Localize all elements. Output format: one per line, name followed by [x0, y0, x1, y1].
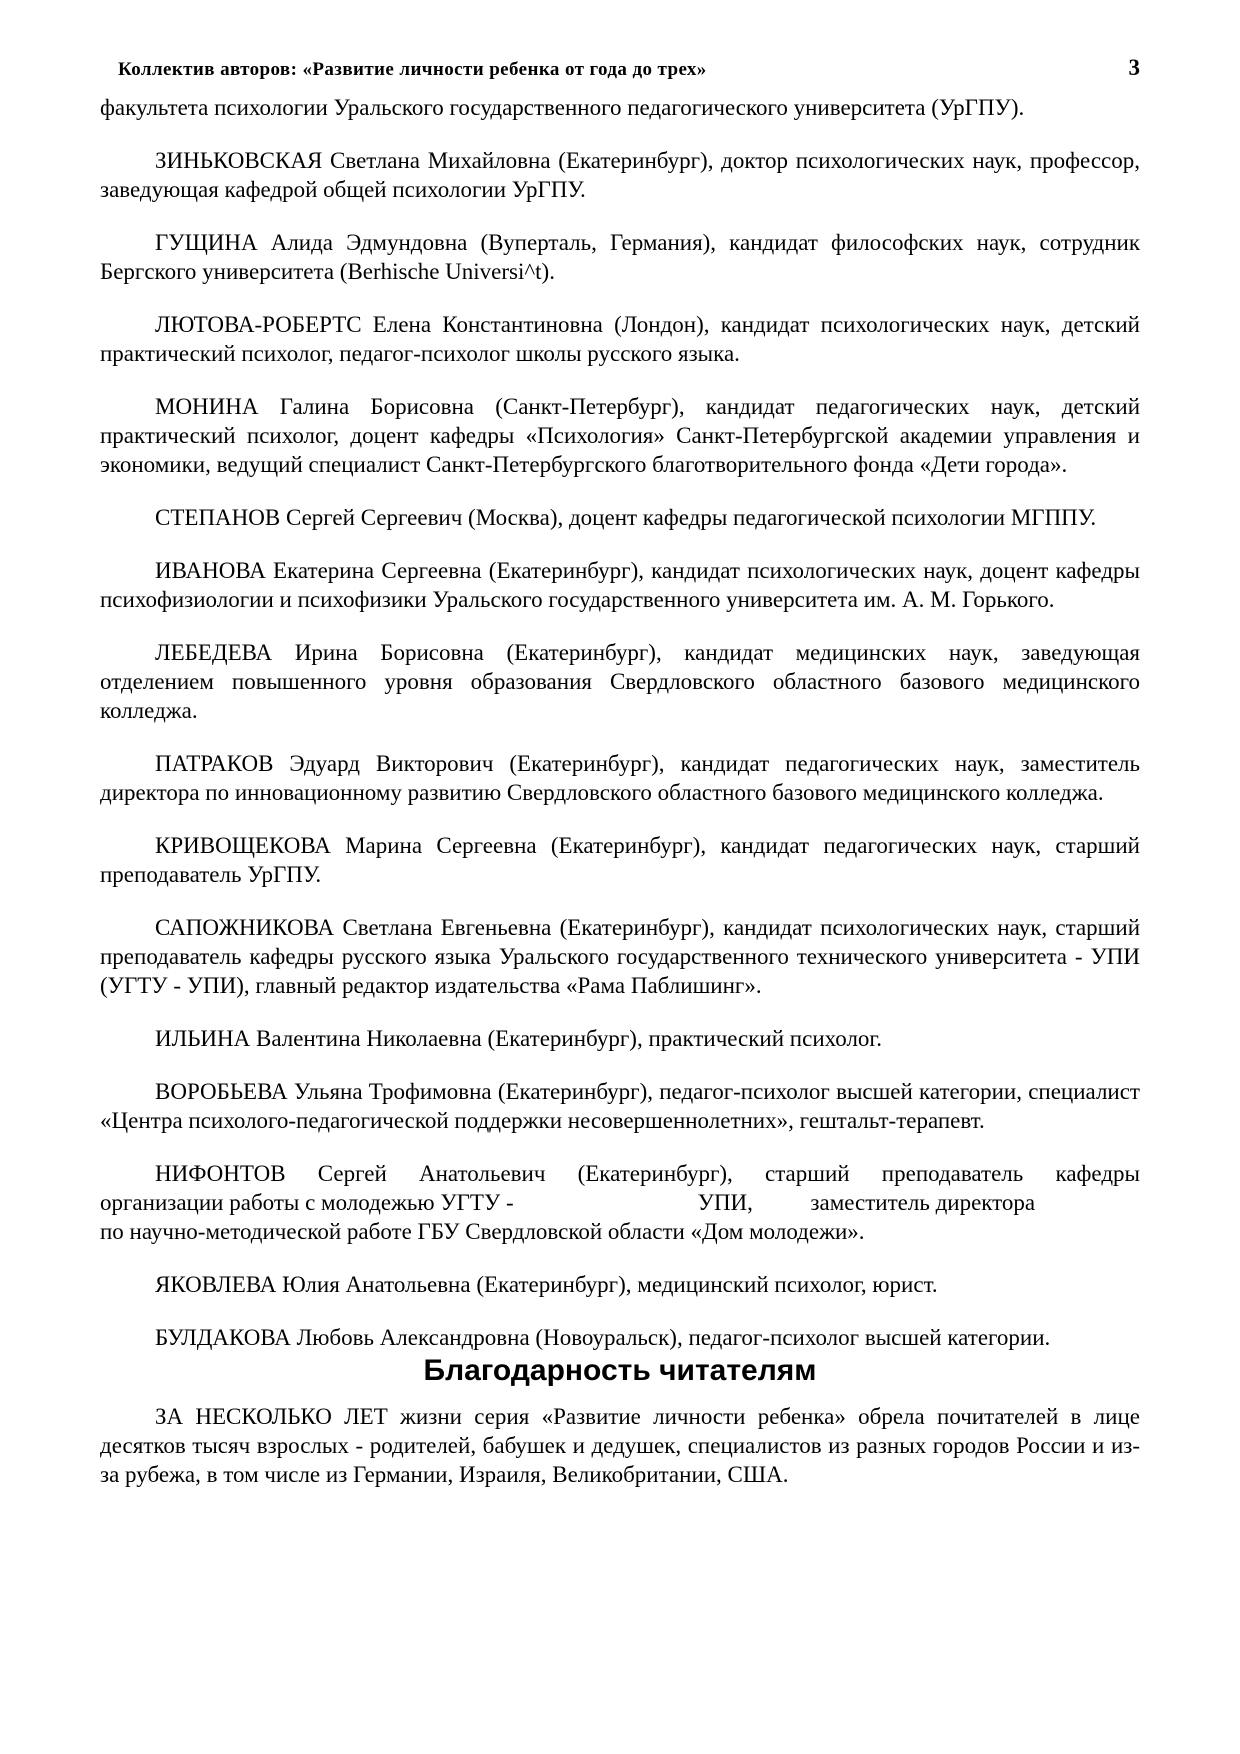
author-paragraph: ПАТРАКОВ Эдуард Викторович (Екатеринбург), кандидат педагогических наук, заместитель директора по инновационному развитию Свердловского областного базового медицинского колледжа. — [100, 751, 1140, 805]
authors-list — [100, 146, 1140, 1352]
author-paragraph: МОНИНА Галина Борисовна (Санкт-Петербург), кандидат педагогических наук, детский практический психолог, доцент кафедры «Психология» Санкт-Петербургской академии управления и экономики, ведущий специалист Санкт-Петербургского благотворительного фонда «Дети города». — [100, 394, 1140, 477]
closing-paragraph: ЗА НЕСКОЛЬКО ЛЕТ жизни серия «Развитие личности ребенка» обрела почитателей в лице десятков тысяч взрослых - родителей, бабушек и дедушек, специалистов из разных городов России и из-за рубежа, в том числе из Германии, Израиля, Великобритании, США. — [100, 1404, 1140, 1487]
author-paragraph: ЗИНЬКОВСКАЯ Светлана Михайловна (Екатеринбург), доктор психологических наук, профессор, заведующая кафедрой общей психологии УрГПУ. — [100, 148, 1140, 202]
section-heading: Благодарность читателям — [423, 1354, 817, 1387]
continuation-paragraph: факультета психологии Уральского государственного педагогического университета (УрГПУ). — [100, 95, 1025, 120]
author-paragraph-line: по научно-методической работе ГБУ Свердловской области «Дом молодежи». — [100, 1219, 865, 1244]
author-paragraph: СТЕПАНОВ Сергей Сергеевич (Москва), доцент кафедры педагогической психологии МГППУ. — [155, 505, 1097, 530]
author-paragraph: ЛЮТОВА-РОБЕРТС Елена Константиновна (Лондон), кандидат психологических наук, детский практический психолог, педагог-психолог школы русского языка. — [100, 312, 1140, 366]
author-paragraph: КРИВОЩЕКОВА Марина Сергеевна (Екатеринбург), кандидат педагогических наук, старший преподаватель УрГПУ. — [100, 833, 1140, 887]
author-paragraph: ЯКОВЛЕВА Юлия Анатольевна (Екатеринбург), медицинский психолог, юрист. — [155, 1272, 938, 1297]
author-paragraph-line: НИФОНТОВ Сергей Анатольевич (Екатеринбург), старший преподаватель кафедры — [155, 1161, 1140, 1186]
header-title: Коллектив авторов: «Развитие личности ребенка от года до трех» — [118, 59, 707, 80]
author-paragraph: ИЛЬИНА Валентина Николаевна (Екатеринбург), практический психолог. — [155, 1026, 883, 1051]
author-paragraph: ЛЕБЕДЕВА Ирина Борисовна (Екатеринбург), кандидат медицинских наук, заведующая отделением повышенного уровня образования Свердловского областного базового медицинского колледжа. — [100, 640, 1140, 723]
author-paragraph: САПОЖНИКОВА Светлана Евгеньевна (Екатеринбург), кандидат психологических наук, старший преподаватель кафедры русского языка Уральского государственного технического университета - УПИ (УГТУ - УПИ), главный редактор издательства «Рама Паблишинг». — [100, 915, 1140, 998]
author-paragraph: ГУЩИНА Алида Эдмундовна (Вуперталь, Германия), кандидат философских наук, сотрудник Бергского университета (Berhische Universi^t). — [100, 230, 1140, 284]
page-body — [100, 93, 1140, 1489]
page-number: 3 — [1128, 55, 1140, 80]
author-paragraph: БУЛДАКОВА Любовь Александровна (Новоуральск), педагог-психолог высшей категории. — [155, 1325, 1051, 1350]
page-header — [100, 55, 1140, 81]
author-paragraph-line: организации работы с молодежью УГТУ - УПИ, заместитель директора — [100, 1190, 1036, 1215]
author-paragraph: ИВАНОВА Екатерина Сергеевна (Екатеринбург), кандидат психологических наук, доцент кафедры психофизиологии и психофизики Уральского государственного университета им. А. М. Горького. — [100, 558, 1140, 612]
author-paragraph — [100, 1159, 1140, 1246]
author-paragraph: ВОРОБЬЕВА Ульяна Трофимовна (Екатеринбург), педагог-психолог высшей категории, специалист «Центра психолого-педагогической поддержки несовершеннолетних», гештальт-терапевт. — [100, 1079, 1140, 1133]
